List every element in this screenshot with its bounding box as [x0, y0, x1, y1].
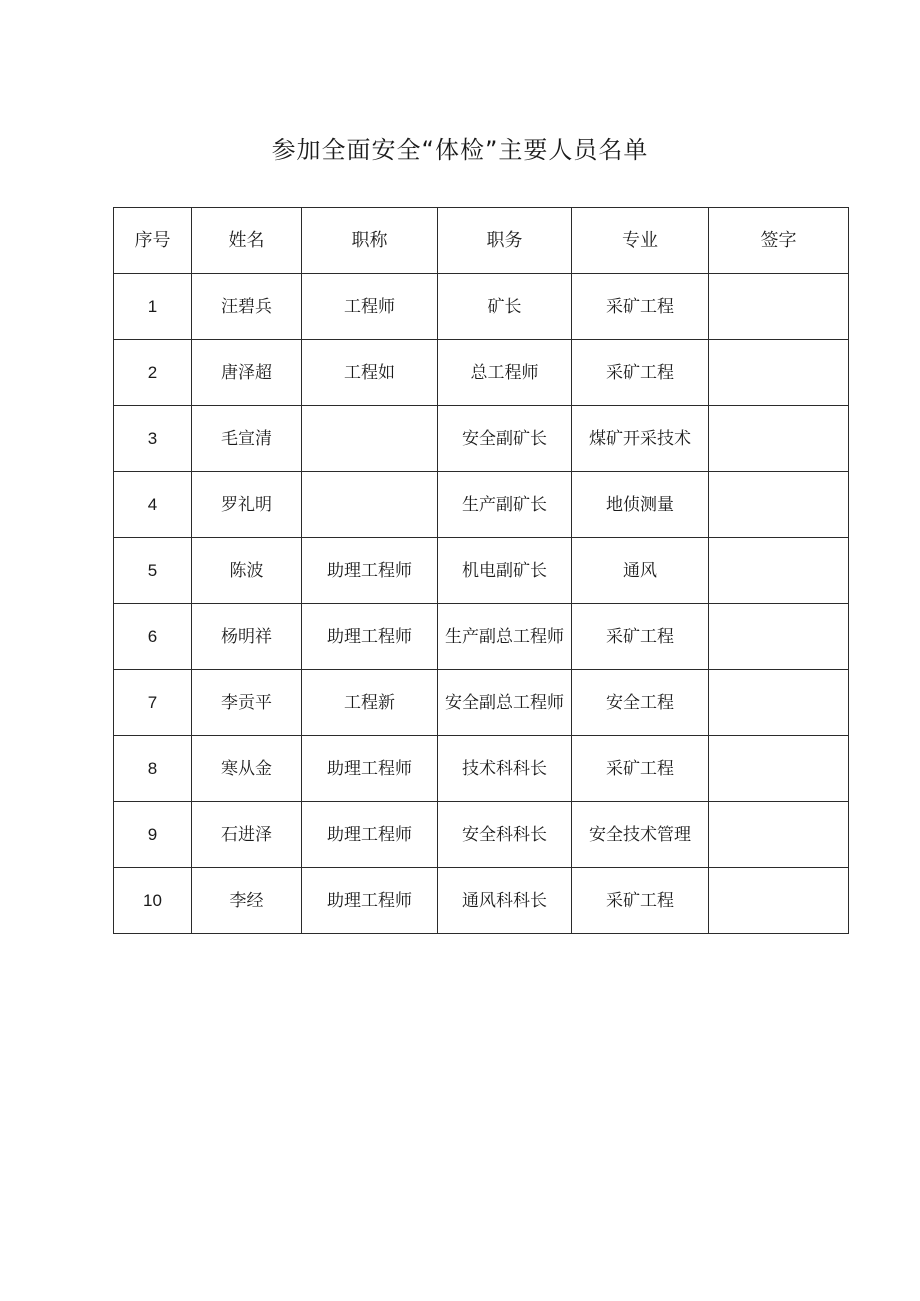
cell-name: 李经 — [192, 868, 302, 934]
cell-position: 安全副矿长 — [438, 406, 572, 472]
cell-major: 安全工程 — [572, 670, 709, 736]
cell-name: 杨明祥 — [192, 604, 302, 670]
cell-title: 工程师 — [302, 274, 438, 340]
cell-no: 7 — [114, 670, 192, 736]
cell-signature — [709, 472, 849, 538]
cell-position: 安全副总工程师 — [438, 670, 572, 736]
cell-signature — [709, 868, 849, 934]
cell-no: 2 — [114, 340, 192, 406]
cell-major: 采矿工程 — [572, 340, 709, 406]
cell-major: 采矿工程 — [572, 604, 709, 670]
header-cell-name: 姓名 — [192, 208, 302, 274]
cell-position: 生产副矿长 — [438, 472, 572, 538]
personnel-table — [113, 207, 849, 934]
cell-signature — [709, 670, 849, 736]
cell-position: 矿长 — [438, 274, 572, 340]
table-row — [114, 670, 849, 736]
cell-major: 采矿工程 — [572, 868, 709, 934]
table-row — [114, 340, 849, 406]
cell-signature — [709, 340, 849, 406]
cell-no: 6 — [114, 604, 192, 670]
cell-position: 技术科科长 — [438, 736, 572, 802]
table-row — [114, 406, 849, 472]
cell-title: 助理工程师 — [302, 868, 438, 934]
header-cell-major: 专业 — [572, 208, 709, 274]
cell-no: 3 — [114, 406, 192, 472]
table-row — [114, 736, 849, 802]
cell-title: 助理工程师 — [302, 538, 438, 604]
cell-position: 总工程师 — [438, 340, 572, 406]
table-row — [114, 538, 849, 604]
cell-title: 助理工程师 — [302, 604, 438, 670]
cell-name: 唐泽超 — [192, 340, 302, 406]
cell-major: 地侦测量 — [572, 472, 709, 538]
cell-title: 工程如 — [302, 340, 438, 406]
cell-signature — [709, 538, 849, 604]
cell-name: 汪碧兵 — [192, 274, 302, 340]
table-row — [114, 604, 849, 670]
cell-signature — [709, 802, 849, 868]
cell-signature — [709, 406, 849, 472]
table-row — [114, 802, 849, 868]
cell-major: 通风 — [572, 538, 709, 604]
cell-position: 生产副总工程师 — [438, 604, 572, 670]
cell-no: 10 — [114, 868, 192, 934]
cell-title: 工程新 — [302, 670, 438, 736]
table-row — [114, 868, 849, 934]
cell-no: 4 — [114, 472, 192, 538]
cell-position: 通风科科长 — [438, 868, 572, 934]
cell-position: 机电副矿长 — [438, 538, 572, 604]
cell-position: 安全科科长 — [438, 802, 572, 868]
cell-major: 煤矿开采技术 — [572, 406, 709, 472]
document-title: 参加全面安全“体检”主要人员名单 — [271, 136, 649, 164]
cell-no: 1 — [114, 274, 192, 340]
cell-major: 采矿工程 — [572, 736, 709, 802]
cell-signature — [709, 274, 849, 340]
cell-title: 助理工程师 — [302, 736, 438, 802]
cell-no: 9 — [114, 802, 192, 868]
cell-title: 助理工程师 — [302, 802, 438, 868]
table-row — [114, 472, 849, 538]
cell-no: 5 — [114, 538, 192, 604]
table-row — [114, 274, 849, 340]
header-cell-position: 职务 — [438, 208, 572, 274]
cell-no: 8 — [114, 736, 192, 802]
cell-major: 采矿工程 — [572, 274, 709, 340]
cell-signature — [709, 736, 849, 802]
cell-name: 陈波 — [192, 538, 302, 604]
cell-major: 安全技术管理 — [572, 802, 709, 868]
cell-signature — [709, 604, 849, 670]
cell-name: 寒从金 — [192, 736, 302, 802]
header-cell-title: 职称 — [302, 208, 438, 274]
cell-name: 李贡平 — [192, 670, 302, 736]
cell-title — [302, 406, 438, 472]
table-header-row — [114, 208, 849, 274]
cell-name: 石进泽 — [192, 802, 302, 868]
cell-name: 毛宣清 — [192, 406, 302, 472]
cell-title — [302, 472, 438, 538]
cell-name: 罗礼明 — [192, 472, 302, 538]
header-cell-signature: 签字 — [709, 208, 849, 274]
header-cell-no: 序号 — [114, 208, 192, 274]
